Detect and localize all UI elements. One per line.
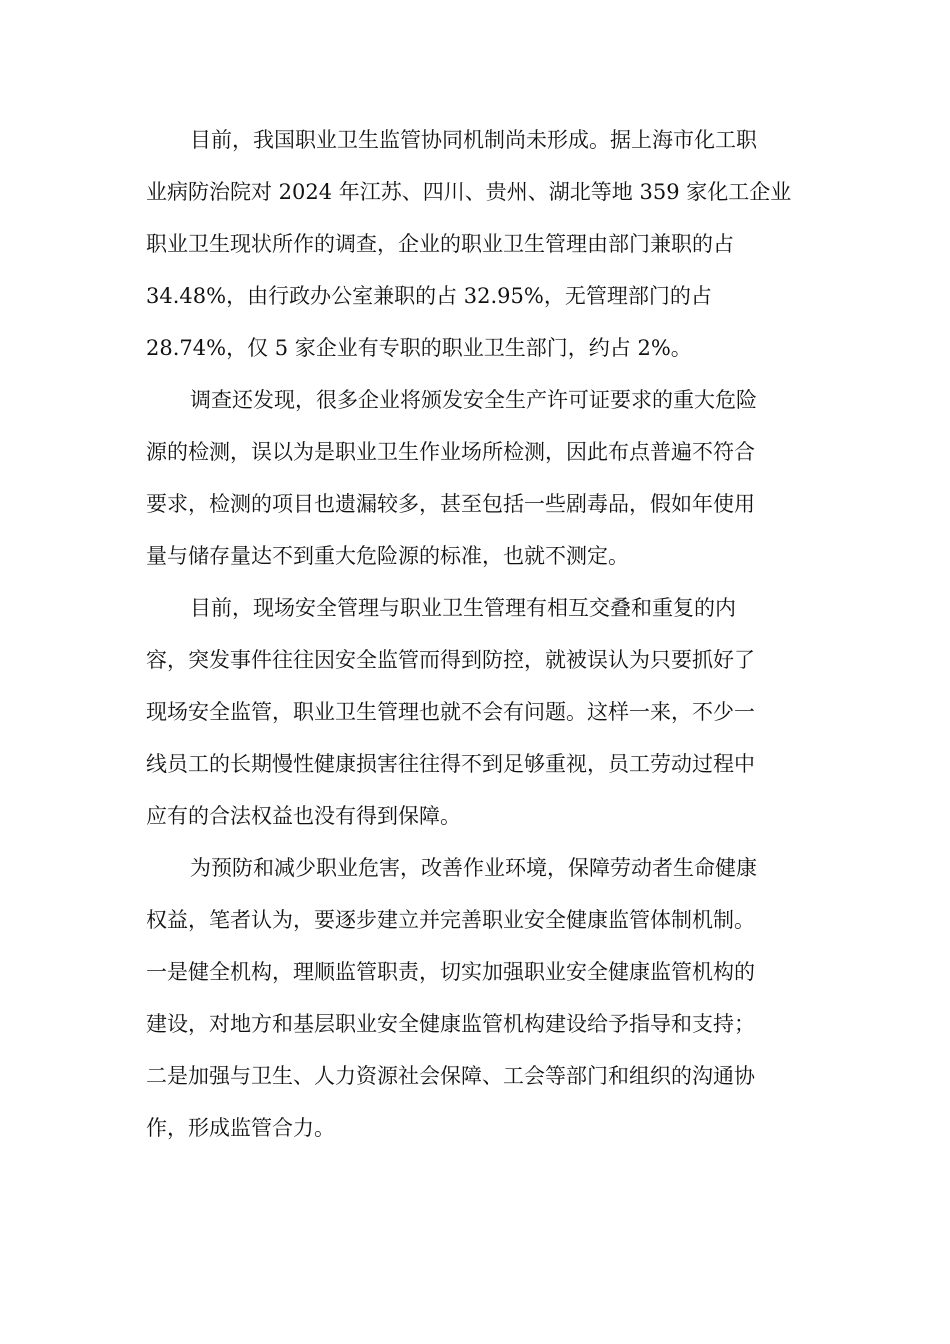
text-line: 线员工的长期慢性健康损害往往得不到足够重视，员工劳动过程中: [146, 752, 755, 776]
text-line: 职业卫生现状所作的调查，企业的职业卫生管理由部门兼职的占: [146, 232, 734, 256]
text-line: 容，突发事件往往因安全监管而得到防控，就被误认为只要抓好了: [146, 648, 755, 672]
paragraph-regulatory-mechanism: [146, 114, 806, 374]
text-line: 应有的合法权益也没有得到保障。: [146, 804, 461, 828]
text-line: 调查还发现，很多企业将颁发安全生产许可证要求的重大危险: [190, 388, 757, 412]
text-line: 量与储存量达不到重大危险源的标准，也就不测定。: [146, 544, 629, 568]
text-line: 目前，现场安全管理与职业卫生管理有相互交叠和重复的内: [190, 596, 736, 620]
paragraph-safety-overlap: [146, 582, 806, 842]
text-line: 为预防和减少职业危害，改善作业环境，保障劳动者生命健康: [190, 856, 757, 880]
paragraph-recommendations: [146, 842, 806, 1154]
text-line: 一是健全机构，理顺监管职责，切实加强职业安全健康监管机构的: [146, 960, 755, 984]
text-line: 作，形成监管合力。: [146, 1116, 335, 1140]
text-line: 要求，检测的项目也遗漏较多，甚至包括一些剧毒品，假如年使用: [146, 492, 755, 516]
text-line: 源的检测，误以为是职业卫生作业场所检测，因此布点普遍不符合: [146, 440, 755, 464]
text-line: 二是加强与卫生、人力资源社会保障、工会等部门和组织的沟通协: [146, 1064, 755, 1088]
text-line: 28.74%，仅 5 家企业有专职的职业卫生部门，约占 2%。: [146, 336, 692, 360]
text-line: 建设，对地方和基层职业安全健康监管机构建设给予指导和支持；: [146, 1012, 755, 1036]
text-line: 现场安全监管，职业卫生管理也就不会有问题。这样一来，不少一: [146, 700, 755, 724]
text-line: 业病防治院对 2024 年江苏、四川、贵州、湖北等地 359 家化工企业: [146, 180, 792, 204]
paragraph-survey-findings: [146, 374, 806, 582]
text-line: 权益，笔者认为，要逐步建立并完善职业安全健康监管体制机制。: [146, 908, 755, 932]
document-body: [146, 114, 806, 1154]
text-line: 目前，我国职业卫生监管协同机制尚未形成。据上海市化工职: [190, 128, 757, 152]
text-line: 34.48%，由行政办公室兼职的占 32.95%，无管理部门的占: [146, 284, 712, 308]
